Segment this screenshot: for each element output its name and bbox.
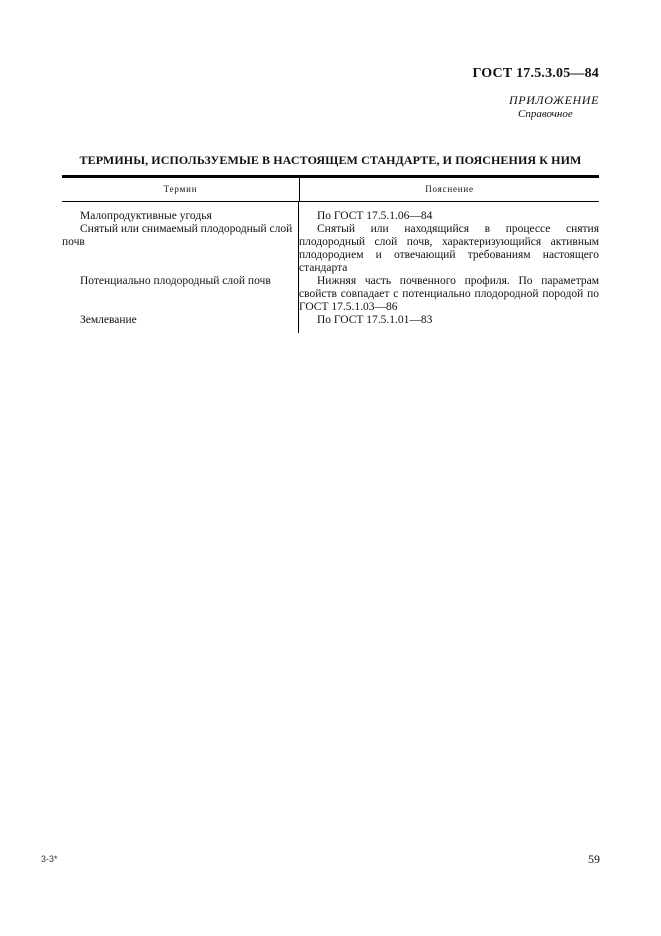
column-header-explanation: Пояснение [425, 184, 474, 194]
page-number: 59 [588, 852, 600, 866]
column-header-term: Термин [62, 178, 300, 201]
terms-table [62, 175, 599, 333]
table-body [62, 202, 599, 333]
explanation-cell: Нижняя часть почвенного профиля. По параметрам свойств совпадает с потенциально плодородной породой по ГОСТ 17.5.1.03—86 [299, 275, 599, 313]
term-cell: Землевание [62, 314, 299, 333]
table-title: ТЕРМИНЫ, ИСПОЛЬЗУЕМЫЕ В НАСТОЯЩЕМ СТАНДАРТЕ, И ПОЯСНЕНИЯ К НИМ [79, 153, 582, 167]
term-cell: Снятый или снимаемый плодородный слой почв [62, 223, 299, 275]
standard-code: ГОСТ 17.5.3.05—84 [472, 66, 599, 81]
explanation-cell: Снятый или находящийся в процессе снятия плодородный слой почв, характеризующийся активным плодородием и отвечающий требованиям настоящего стандарта [299, 223, 599, 274]
appendix-type: Справочное [518, 108, 573, 120]
term-cell: Потенциально плодородный слой почв [62, 275, 299, 314]
appendix-label: ПРИЛОЖЕНИЕ [509, 93, 599, 107]
explanation-cell: По ГОСТ 17.5.1.06—84 [317, 210, 433, 222]
explanation-cell: По ГОСТ 17.5.1.01—83 [317, 314, 433, 326]
footer-signature: 3-3* [41, 854, 58, 864]
term-cell: Малопродуктивные угодья [62, 202, 299, 223]
table-header [62, 178, 599, 202]
